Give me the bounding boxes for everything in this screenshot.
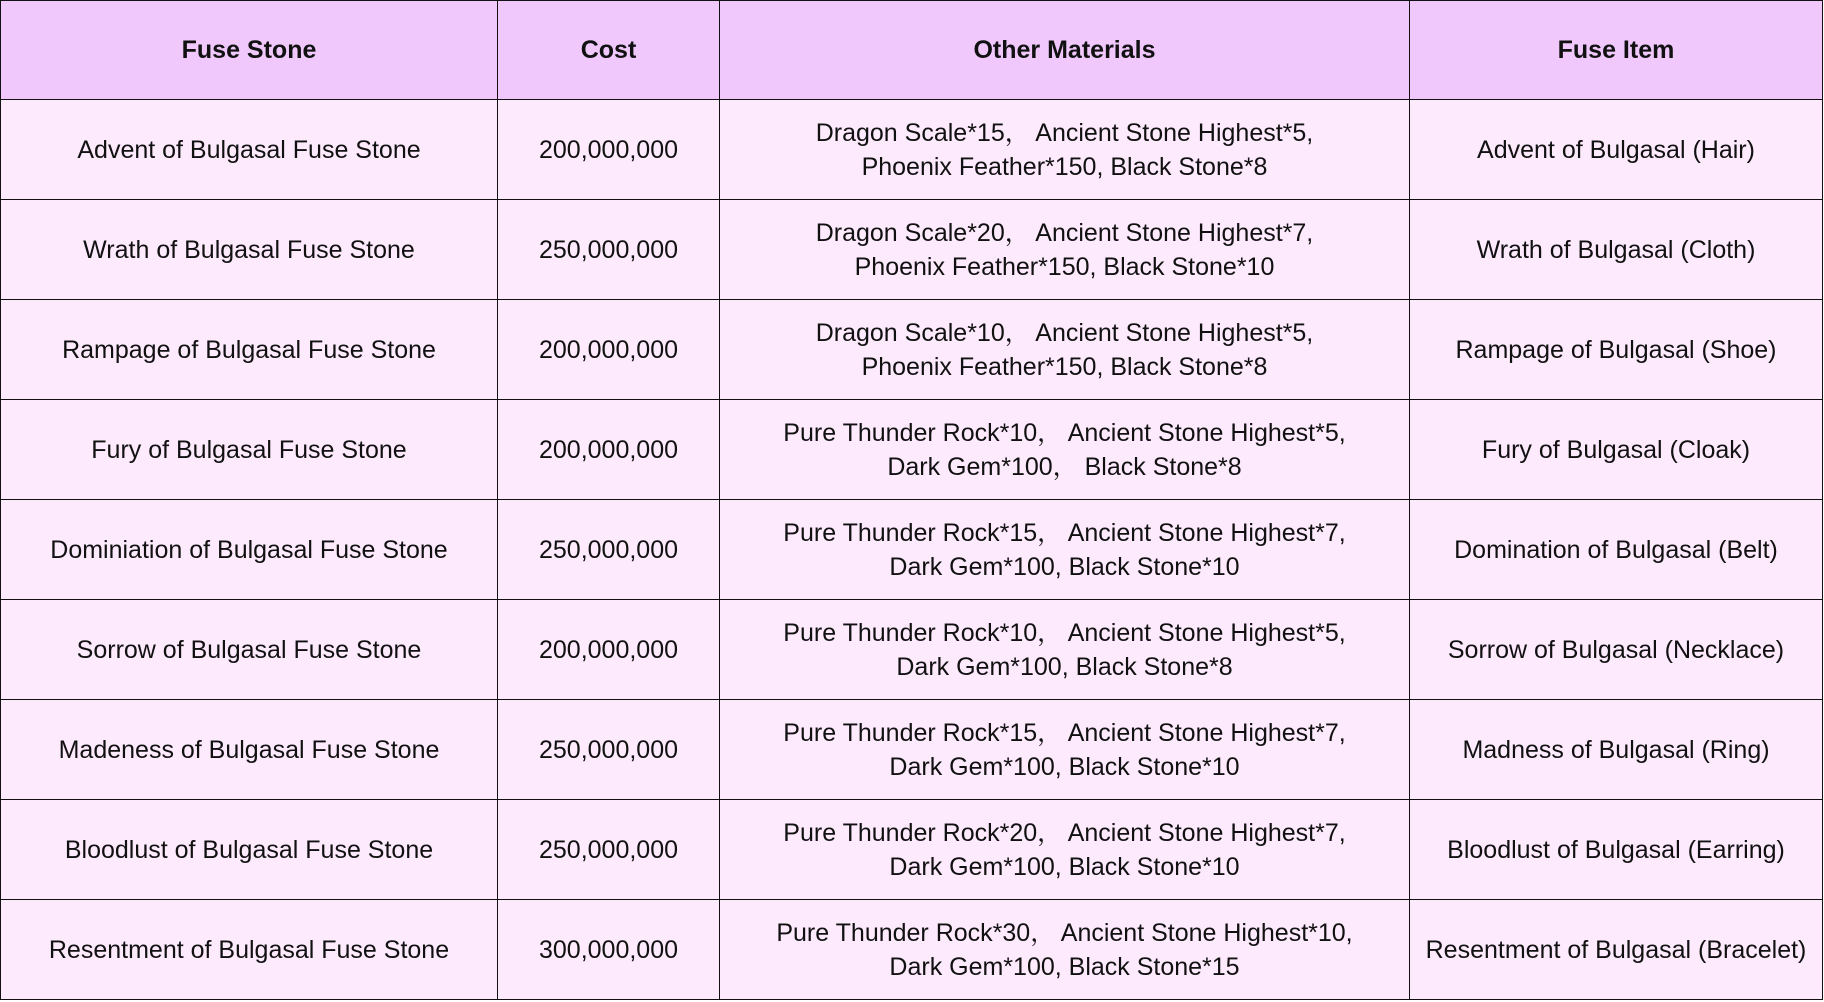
other-materials-cell: [720, 900, 1410, 1000]
cost-cell: 200,000,000: [498, 600, 720, 700]
materials-line-2: Phoenix Feather*150, Black Stone*8: [861, 352, 1268, 381]
fuse-stone-cell: Advent of Bulgasal Fuse Stone: [1, 100, 498, 200]
cost-cell: 250,000,000: [498, 800, 720, 900]
cost-cell: 300,000,000: [498, 900, 720, 1000]
fuse-item-cell: Fury of Bulgasal (Cloak): [1410, 400, 1823, 500]
fuse-stone-cell: Wrath of Bulgasal Fuse Stone: [1, 200, 498, 300]
cost-cell: 250,000,000: [498, 200, 720, 300]
cost-cell: 200,000,000: [498, 300, 720, 400]
other-materials-cell: [720, 500, 1410, 600]
materials-line-1: Pure Thunder Rock*20， Ancient Stone Highest*7,: [783, 818, 1346, 847]
cost-cell: 250,000,000: [498, 700, 720, 800]
fuse-item-cell: Advent of Bulgasal (Hair): [1410, 100, 1823, 200]
fuse-stone-cell: Sorrow of Bulgasal Fuse Stone: [1, 600, 498, 700]
header-row: [1, 1, 1823, 100]
materials-line-2: Dark Gem*100, Black Stone*15: [889, 952, 1240, 981]
table-row: [1, 100, 1823, 200]
fuse-stone-cell: Madeness of Bulgasal Fuse Stone: [1, 700, 498, 800]
materials-line-2: Phoenix Feather*150, Black Stone*8: [861, 152, 1268, 181]
materials-line-1: Dragon Scale*15， Ancient Stone Highest*5,: [815, 118, 1314, 147]
table-body: [1, 100, 1823, 1000]
table-header: [1, 1, 1823, 100]
header-fuse-stone: Fuse Stone: [1, 1, 498, 100]
header-cost: Cost: [498, 1, 720, 100]
table-row: [1, 200, 1823, 300]
materials-line-2: Dark Gem*100, Black Stone*10: [889, 552, 1240, 581]
fuse-item-cell: Resentment of Bulgasal (Bracelet): [1410, 900, 1823, 1000]
fuse-item-cell: Domination of Bulgasal (Belt): [1410, 500, 1823, 600]
materials-line-2: Dark Gem*100, Black Stone*10: [889, 752, 1240, 781]
other-materials-cell: [720, 400, 1410, 500]
materials-line-2: Dark Gem*100, Black Stone*8: [896, 652, 1233, 681]
materials-line-1: Pure Thunder Rock*10， Ancient Stone Highest*5,: [783, 418, 1346, 447]
header-fuse-item: Fuse Item: [1410, 1, 1823, 100]
fuse-stone-cell: Resentment of Bulgasal Fuse Stone: [1, 900, 498, 1000]
other-materials-cell: [720, 200, 1410, 300]
other-materials-cell: [720, 100, 1410, 200]
cost-cell: 200,000,000: [498, 100, 720, 200]
other-materials-cell: [720, 700, 1410, 800]
materials-line-1: Dragon Scale*20， Ancient Stone Highest*7,: [815, 218, 1314, 247]
materials-line-2: Phoenix Feather*150, Black Stone*10: [854, 252, 1275, 281]
fuse-item-cell: Madness of Bulgasal (Ring): [1410, 700, 1823, 800]
table-row: [1, 700, 1823, 800]
materials-line-1: Pure Thunder Rock*15， Ancient Stone Highest*7,: [783, 518, 1346, 547]
materials-line-1: Dragon Scale*10， Ancient Stone Highest*5,: [815, 318, 1314, 347]
table-row: [1, 800, 1823, 900]
table-row: [1, 300, 1823, 400]
materials-line-1: Pure Thunder Rock*15， Ancient Stone Highest*7,: [783, 718, 1346, 747]
fuse-item-cell: Wrath of Bulgasal (Cloth): [1410, 200, 1823, 300]
fuse-item-cell: Sorrow of Bulgasal (Necklace): [1410, 600, 1823, 700]
fuse-stone-cell: Rampage of Bulgasal Fuse Stone: [1, 300, 498, 400]
materials-line-1: Pure Thunder Rock*10， Ancient Stone Highest*5,: [783, 618, 1346, 647]
materials-line-2: Dark Gem*100， Black Stone*8: [887, 452, 1242, 481]
other-materials-cell: [720, 300, 1410, 400]
table-row: [1, 900, 1823, 1000]
materials-line-2: Dark Gem*100, Black Stone*10: [889, 852, 1240, 881]
fuse-stone-cell: Fury of Bulgasal Fuse Stone: [1, 400, 498, 500]
fuse-item-cell: Bloodlust of Bulgasal (Earring): [1410, 800, 1823, 900]
table-row: [1, 400, 1823, 500]
cost-cell: 250,000,000: [498, 500, 720, 600]
other-materials-cell: [720, 800, 1410, 900]
table-row: [1, 500, 1823, 600]
table-row: [1, 600, 1823, 700]
header-other-materials: Other Materials: [720, 1, 1410, 100]
fuse-stone-cell: Bloodlust of Bulgasal Fuse Stone: [1, 800, 498, 900]
cost-cell: 200,000,000: [498, 400, 720, 500]
other-materials-cell: [720, 600, 1410, 700]
materials-line-1: Pure Thunder Rock*30， Ancient Stone Highest*10,: [776, 918, 1353, 947]
fuse-item-cell: Rampage of Bulgasal (Shoe): [1410, 300, 1823, 400]
fuse-stone-cell: Dominiation of Bulgasal Fuse Stone: [1, 500, 498, 600]
